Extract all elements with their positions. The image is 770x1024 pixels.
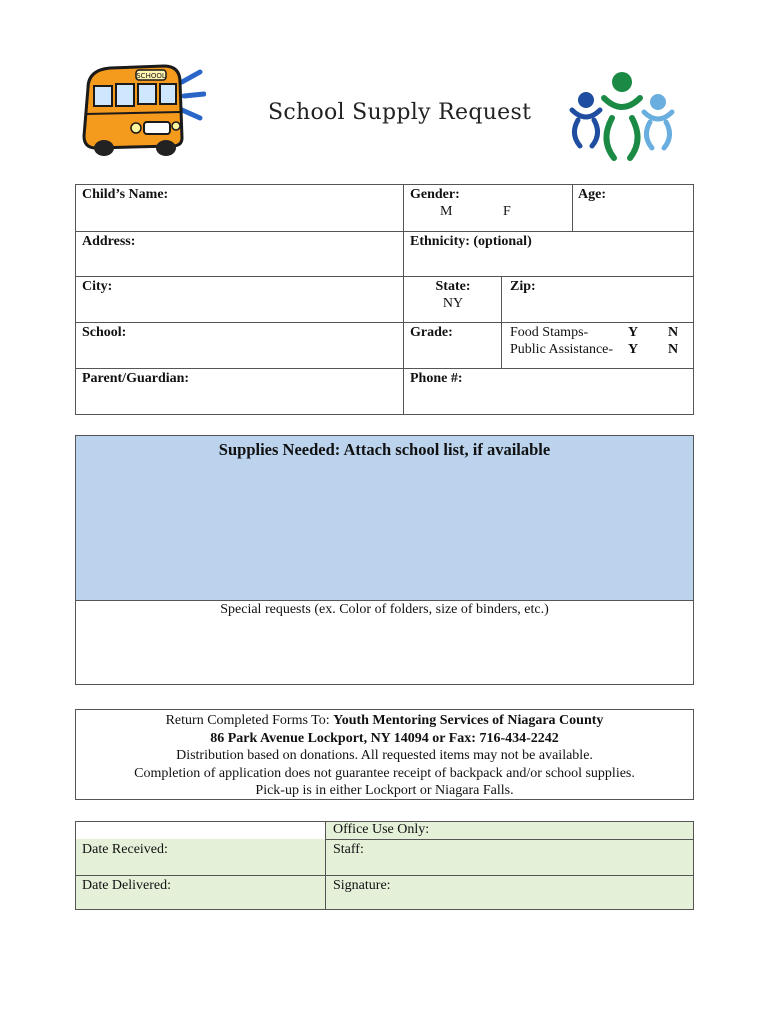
svg-text:SCHOOL: SCHOOL	[136, 72, 166, 80]
gender-option-m[interactable]: M	[440, 204, 453, 219]
age-field[interactable]: Age:	[578, 187, 606, 202]
public-assistance-label: Public Assistance-	[510, 342, 614, 357]
school-field[interactable]: School:	[82, 325, 127, 340]
zip-field[interactable]: Zip:	[510, 279, 536, 294]
food-stamps-no[interactable]: N	[668, 325, 679, 340]
return-prefix: Return Completed Forms To:	[165, 713, 334, 728]
city-field[interactable]: City:	[82, 279, 113, 294]
phone-field[interactable]: Phone #:	[410, 371, 463, 386]
food-stamps-label: Food Stamps-	[510, 325, 589, 340]
address-field[interactable]: Address:	[82, 234, 136, 249]
public-assistance-no[interactable]: N	[668, 342, 679, 357]
date-received-field[interactable]: Date Received:	[82, 842, 168, 857]
gender-label: Gender:	[410, 187, 460, 202]
state-value: NY	[442, 296, 464, 311]
food-stamps-yes[interactable]: Y	[628, 325, 639, 340]
grade-field[interactable]: Grade:	[410, 325, 453, 340]
childs-name-field[interactable]: Child’s Name:	[82, 187, 169, 202]
organization-name: Youth Mentoring Services of Niagara County	[333, 713, 604, 728]
distribution-note: Distribution based on donations. All requested items may not be available.	[176, 748, 593, 763]
supplies-needed-box[interactable]	[75, 435, 694, 601]
state-label: State:	[435, 279, 471, 294]
special-requests-label: Special requests (ex. Color of folders, size of binders, etc.)	[220, 602, 549, 617]
pickup-note: Pick-up is in either Lockport or Niagara Falls.	[255, 783, 514, 798]
school-bus-icon	[74, 60, 206, 160]
public-assistance-yes[interactable]: Y	[628, 342, 639, 357]
supplies-heading: Supplies Needed: Attach school list, if available	[218, 440, 551, 459]
signature-field[interactable]: Signature:	[333, 878, 391, 893]
guarantee-note: Completion of application does not guarantee receipt of backpack and/or school supplies.	[134, 765, 635, 781]
parent-guardian-field[interactable]: Parent/Guardian:	[82, 371, 190, 386]
gender-option-f[interactable]: F	[503, 204, 511, 219]
office-use-heading: Office Use Only:	[333, 822, 430, 837]
special-requests-box[interactable]	[75, 600, 694, 685]
return-address: 86 Park Avenue Lockport, NY 14094 or Fax: 716-434-2242	[210, 730, 559, 746]
staff-field[interactable]: Staff:	[333, 842, 364, 857]
return-info-box	[75, 709, 694, 800]
ethnicity-field[interactable]: Ethnicity: (optional)	[410, 234, 532, 249]
date-delivered-field[interactable]: Date Delivered:	[82, 878, 172, 893]
page-title: School Supply Request	[268, 100, 532, 125]
organization-logo	[562, 70, 680, 162]
